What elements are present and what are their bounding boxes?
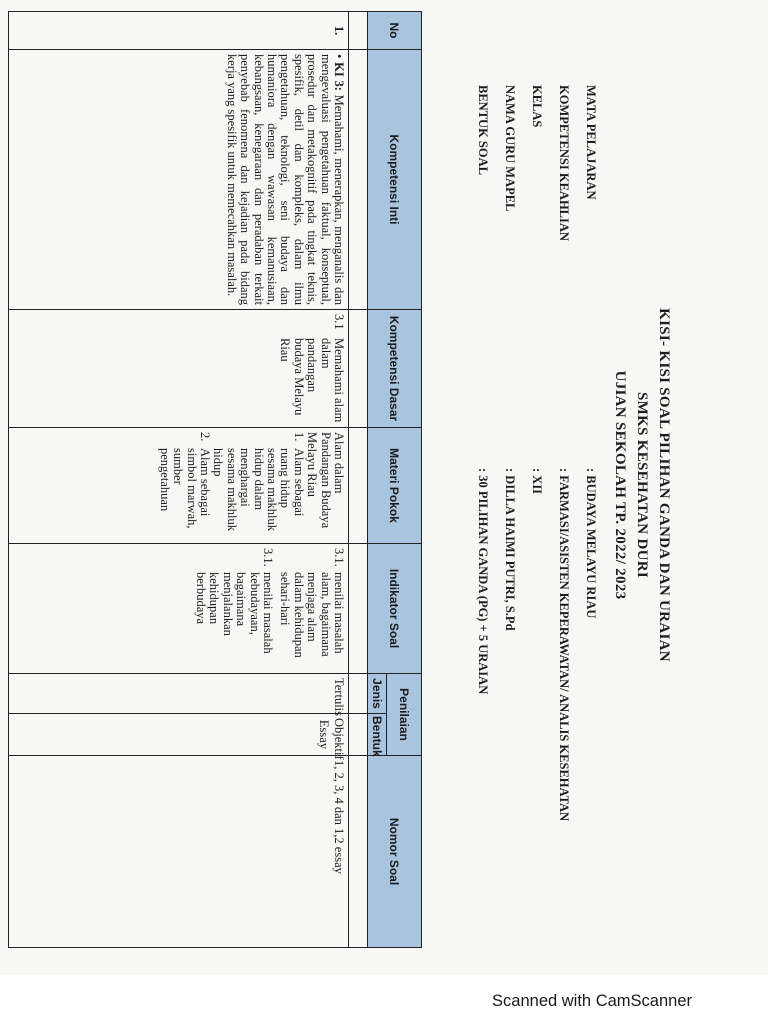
scanner-footer xyxy=(0,975,768,1024)
indikator-text: menilai masalah kebudayaan, bagaimana menjalankan kehidupan berbudaya xyxy=(193,572,275,654)
cell-kompetensi-inti xyxy=(9,50,349,310)
ki-label: KI 3: xyxy=(332,62,346,91)
cell-jenis: Tertulis xyxy=(9,674,349,714)
cell-nomor-soal: 1, 2, 3, 4 dan 1,2 essay xyxy=(9,756,349,948)
kd-number: 3.1 xyxy=(332,314,346,330)
document-title: KISI- KISI SOAL PILIHAN GANDA DAN URAIAN xyxy=(656,308,672,662)
table-row xyxy=(9,12,349,948)
meta-value: : XII xyxy=(530,468,544,495)
camscanner-watermark: Scanned with CamScanner xyxy=(492,992,692,1010)
header-kompetensi-inti: Kompetensi Inti xyxy=(368,50,422,310)
materi-text: Alam sebagai simbol marwah, sumber pengetahuan xyxy=(157,448,212,529)
meta-row-teacher xyxy=(490,85,517,845)
meta-row-class xyxy=(517,85,544,845)
indikator-number: 3.1. xyxy=(332,548,346,567)
list-item xyxy=(278,548,345,669)
meta-value: : DILLA HAIMI PUTRI, S.Pd xyxy=(503,468,517,631)
list-item xyxy=(194,548,274,669)
meta-value: : FARMASI/ASISTEN KEPERAWATAN/ ANALIS KESEHATAN xyxy=(557,468,571,822)
cell-no: 1. xyxy=(9,12,349,50)
exam-period: UJIAN SEKOLAH TP. 2022/ 2023 xyxy=(612,370,628,600)
header-materi-pokok: Materi Pokok xyxy=(368,428,422,544)
materi-text: Alam sebagai ruang hidup sesama makhluk hidup dalam menghargai sesama makhluk hidup xyxy=(211,448,306,531)
header-kompetensi-dasar: Kompetensi Dasar xyxy=(368,310,422,428)
header-no: No xyxy=(368,12,422,50)
materi-number: 2. xyxy=(197,432,212,442)
meta-row-expertise xyxy=(544,85,571,845)
bentuk-essay: Essay xyxy=(316,719,331,750)
document-meta xyxy=(463,85,598,845)
meta-label: KELAS xyxy=(530,85,544,128)
meta-value: : BUDAYA MELAYU RIAU xyxy=(584,468,598,619)
kd-text: Memahami alam dalam pandangan budaya Melayu Riau xyxy=(278,338,346,423)
list-item xyxy=(157,432,211,539)
materi-intro: Alam dalam Pandangan Budaya Melayu Riau xyxy=(305,432,346,529)
list-item xyxy=(211,432,305,539)
header-jenis: Jenis xyxy=(368,674,387,714)
cell-materi-pokok xyxy=(9,428,349,544)
cell-kompetensi-dasar xyxy=(9,310,349,428)
cell-indikator-soal xyxy=(9,544,349,674)
meta-label: KOMPETENSI KEAHLIAN xyxy=(557,85,571,241)
bullet-icon: • xyxy=(332,54,346,59)
school-name: SMKS KESEHATAN DURI xyxy=(634,391,650,578)
materi-number: 1. xyxy=(291,432,306,442)
bentuk-objektif: Objektif xyxy=(332,718,346,760)
meta-label: MATA PELAJARAN xyxy=(584,85,598,200)
meta-row-question-form xyxy=(463,85,490,845)
header-bentuk: Bentuk xyxy=(368,714,387,756)
kisi-kisi-table xyxy=(8,11,422,948)
meta-value: : 30 PILIHAN GANDA (PG) + 5 URAIAN xyxy=(476,468,490,695)
document-page xyxy=(0,5,690,965)
meta-row-subject xyxy=(571,85,598,845)
meta-label: BENTUK SOAL xyxy=(476,85,490,175)
table-row-spacer xyxy=(349,12,368,948)
indikator-text: menilai masalah alam, bagaimana menjaga alam dalam kehidupan sehari-hari xyxy=(278,572,346,658)
header-nomor-soal: Nomor Soal xyxy=(368,756,422,948)
cell-bentuk xyxy=(9,714,349,760)
header-penilaian: Penilaian xyxy=(387,674,422,756)
header-indikator-soal: Indikator Soal xyxy=(368,544,422,674)
indikator-number: 3.1. xyxy=(260,548,275,567)
meta-label: NAMA GURU MAPEL xyxy=(503,85,517,212)
ki-text: Memahami, menerapkan, menganalis dan mengevaluasi pengetahuan faktual, konseptual, prosedur dan metakognitif pada tingkat teknis, spesifik, detil dan kompleks, dalam ilmu pengetahuan, teknologi, seni budaya dan humaniora dengan wawasan kemanusiaan, kebangsaan, kenegaraan dan peradaban terkait penyebab fenomena dan kejadian pada bidang kerja yang spesifik untuk memecahkan masalah. xyxy=(224,54,346,306)
